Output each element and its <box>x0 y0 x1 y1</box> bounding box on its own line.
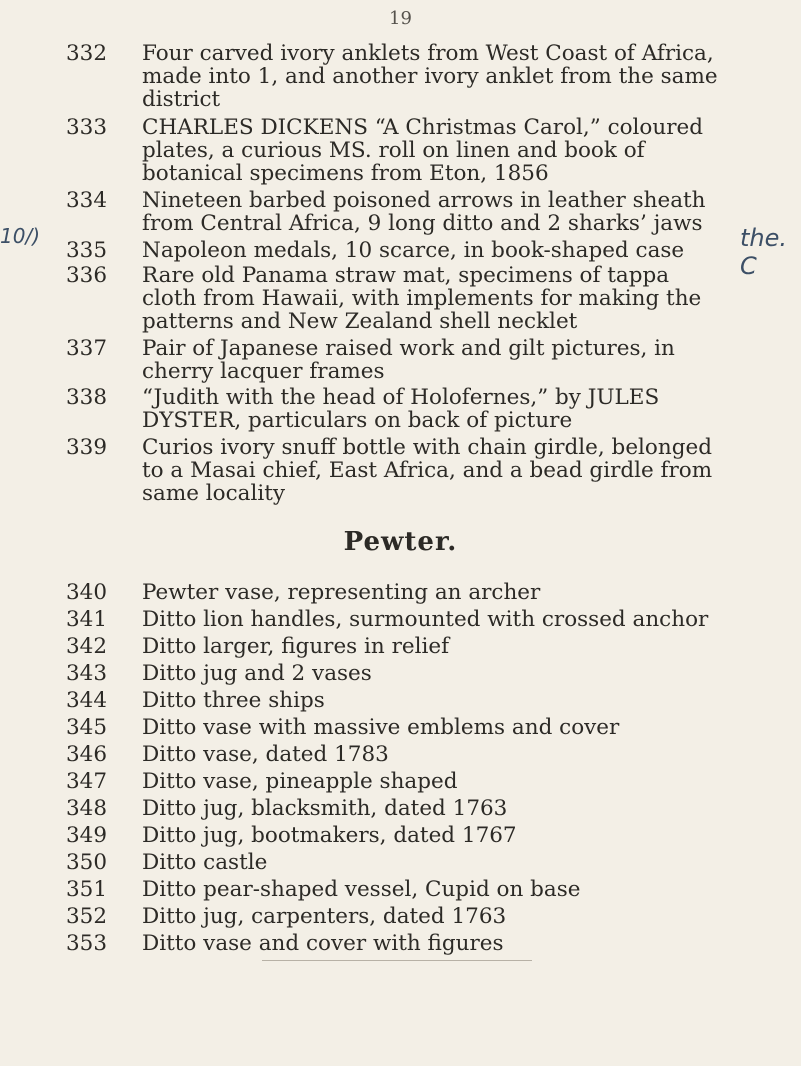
lot-description: “Judith with the head of Holofernes,” by JULES DYSTER, particulars on back of picture <box>142 385 660 433</box>
lot-number: 346 <box>66 742 108 767</box>
handwritten-annotation-left: 10/) <box>0 224 40 248</box>
lot-entry-346 <box>66 743 726 766</box>
lot-description: Nineteen barbed poisoned arrows in leather sheath from Central Africa, 9 long ditto and 2 sharks’ jaws <box>142 188 706 236</box>
lot-number: 337 <box>66 336 108 361</box>
lot-description: Ditto larger, figures in relief <box>142 634 450 659</box>
lot-entry-340 <box>66 581 726 604</box>
lot-number: 348 <box>66 796 108 821</box>
lot-number: 341 <box>66 607 108 632</box>
lot-number: 344 <box>66 688 108 713</box>
lot-number: 343 <box>66 661 108 686</box>
lot-number: 349 <box>66 823 108 848</box>
lot-entry-353 <box>66 932 726 955</box>
lot-number: 338 <box>66 385 108 410</box>
handwritten-annotation-right: the. C <box>740 224 788 280</box>
lot-entry-333 <box>66 116 726 185</box>
lot-entry-343 <box>66 662 726 685</box>
page-number: 19 <box>389 8 412 29</box>
lot-entry-338 <box>66 386 726 432</box>
lot-number: 350 <box>66 850 108 875</box>
lot-number: 353 <box>66 931 108 956</box>
lot-entry-334 <box>66 189 726 235</box>
lot-description: Ditto vase and cover with figures <box>142 931 504 956</box>
lot-description: Curios ivory snuff bottle with chain girdle, belonged to a Masai chief, East Africa, and a bead girdle from same locality <box>142 435 713 506</box>
lot-number: 334 <box>66 188 108 213</box>
lot-entry-349 <box>66 824 726 847</box>
lot-description: Ditto jug and 2 vases <box>142 661 372 686</box>
lot-entry-344 <box>66 689 726 712</box>
lot-entry-336 <box>66 264 726 333</box>
lot-description: Ditto vase, pineapple shaped <box>142 769 458 794</box>
lot-entry-352 <box>66 905 726 928</box>
lot-description: Pewter vase, representing an archer <box>142 580 541 605</box>
lot-number: 352 <box>66 904 108 929</box>
lot-description: Pair of Japanese raised work and gilt pictures, in cherry lacquer frames <box>142 336 675 384</box>
lot-number: 332 <box>66 41 108 66</box>
lot-entry-335 <box>66 239 726 262</box>
lot-number: 340 <box>66 580 108 605</box>
lot-entry-339 <box>66 436 726 505</box>
lot-description: CHARLES DICKENS “A Christmas Carol,” coloured plates, a curious MS. roll on linen and book of botanical specimens from Eton, 1856 <box>142 115 703 186</box>
lot-description: Ditto vase with massive emblems and cover <box>142 715 620 740</box>
lot-entry-342 <box>66 635 726 658</box>
lot-description: Ditto jug, bootmakers, dated 1767 <box>142 823 517 848</box>
lot-entry-341 <box>66 608 726 631</box>
end-rule <box>262 960 532 961</box>
lot-entry-348 <box>66 797 726 820</box>
lot-description: Ditto vase, dated 1783 <box>142 742 389 767</box>
lot-entry-351 <box>66 878 726 901</box>
lot-description: Four carved ivory anklets from West Coast of Africa, made into 1, and another ivory anklet from the same district <box>142 41 718 112</box>
lot-number: 347 <box>66 769 108 794</box>
lot-description: Ditto castle <box>142 850 268 875</box>
lot-entry-345 <box>66 716 726 739</box>
lot-entry-350 <box>66 851 726 874</box>
lot-number: 333 <box>66 115 108 140</box>
lot-entry-347 <box>66 770 726 793</box>
lot-number: 351 <box>66 877 108 902</box>
lot-number: 335 <box>66 238 108 263</box>
lot-number: 342 <box>66 634 108 659</box>
lot-description: Ditto jug, carpenters, dated 1763 <box>142 904 507 929</box>
lot-description: Rare old Panama straw mat, specimens of tappa cloth from Hawaii, with implements for making the patterns and New Zealand shell necklet <box>142 263 702 334</box>
lot-description: Ditto three ships <box>142 688 325 713</box>
lot-entry-337 <box>66 337 726 383</box>
lot-description: Ditto jug, blacksmith, dated 1763 <box>142 796 508 821</box>
lot-number: 336 <box>66 263 108 288</box>
lot-description: Ditto pear-shaped vessel, Cupid on base <box>142 877 581 902</box>
lot-entry-332 <box>66 42 726 111</box>
lot-description: Ditto lion handles, surmounted with crossed anchor <box>142 607 709 632</box>
lot-number: 345 <box>66 715 108 740</box>
section-heading: Pewter. <box>343 527 458 557</box>
lot-number: 339 <box>66 435 108 460</box>
lot-description: Napoleon medals, 10 scarce, in book-shaped case <box>142 238 685 263</box>
